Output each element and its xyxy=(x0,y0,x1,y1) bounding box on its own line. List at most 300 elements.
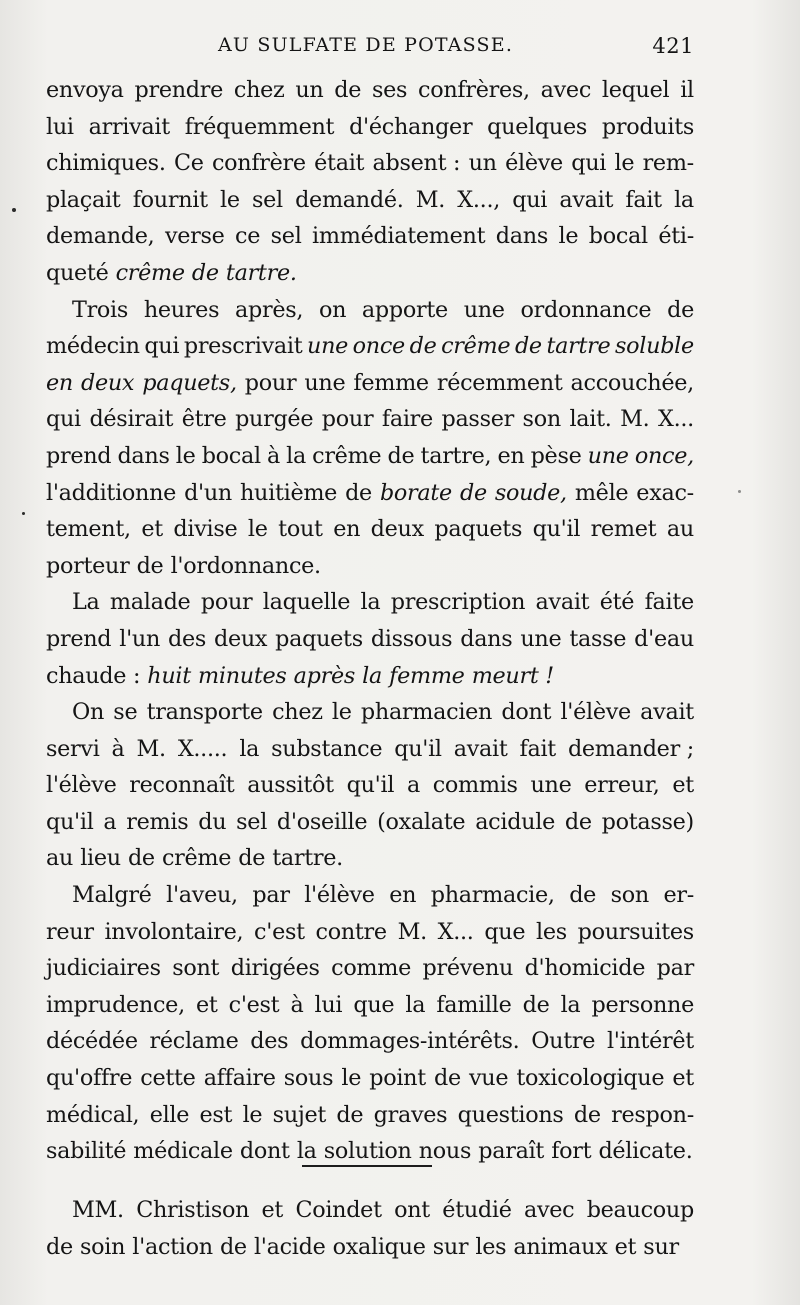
word: le xyxy=(220,186,240,213)
word: de xyxy=(46,1233,73,1260)
word: crême xyxy=(115,259,185,286)
word: d'échanger xyxy=(349,113,473,140)
word: médical, xyxy=(46,1101,140,1128)
word: paquets xyxy=(275,625,363,652)
text-line xyxy=(46,438,694,475)
word: qu'il xyxy=(46,808,94,835)
word: et xyxy=(672,1065,694,1092)
word: pèse xyxy=(530,442,582,469)
text-line xyxy=(46,511,694,548)
word: avec xyxy=(523,1197,575,1223)
word: l'un xyxy=(119,625,161,652)
word: et xyxy=(141,516,163,543)
word: des xyxy=(167,625,206,652)
word: comme xyxy=(331,955,412,982)
word: femme xyxy=(353,369,429,396)
word: dont xyxy=(239,1138,290,1165)
word: purgée xyxy=(235,406,314,433)
word: MM. xyxy=(72,1197,124,1223)
word: sujet xyxy=(272,1101,327,1128)
word: affaire xyxy=(203,1065,276,1092)
word: servi xyxy=(46,735,100,762)
word: heures xyxy=(143,296,220,323)
word: au xyxy=(666,516,694,543)
word: Christison xyxy=(136,1197,250,1223)
word: chez xyxy=(272,699,323,726)
word: pharmacien xyxy=(360,699,493,726)
word: de xyxy=(514,333,542,360)
word: vue xyxy=(468,1065,509,1092)
word: de xyxy=(238,845,266,872)
word: par xyxy=(252,882,290,909)
word: tasse xyxy=(569,625,627,652)
word: soin xyxy=(80,1233,126,1260)
word: le xyxy=(247,516,268,543)
word: qu'il xyxy=(532,516,581,543)
text-line xyxy=(46,767,694,804)
word: avait xyxy=(559,186,614,213)
word: la xyxy=(362,662,382,689)
text-line xyxy=(46,1229,694,1266)
text-line xyxy=(46,292,694,329)
word: mêle xyxy=(574,479,629,506)
text-line xyxy=(46,1097,694,1134)
word: l'additionne xyxy=(46,479,177,506)
word: son xyxy=(610,882,649,909)
word: de xyxy=(569,882,597,909)
word: et xyxy=(672,772,694,799)
word: paraît xyxy=(478,1138,545,1165)
word: M. xyxy=(397,918,427,945)
word: la xyxy=(296,1138,317,1165)
word: l'aveu, xyxy=(166,882,238,909)
word: une xyxy=(530,772,572,799)
word: er- xyxy=(663,882,694,909)
word: la xyxy=(560,991,581,1018)
word: d'un xyxy=(184,479,232,506)
word: une xyxy=(307,333,349,360)
word: et xyxy=(261,1197,284,1223)
word: commis xyxy=(432,772,518,799)
word: Coindet xyxy=(295,1197,382,1223)
word: elle xyxy=(149,1101,190,1128)
word: le xyxy=(558,223,579,250)
word: c'est xyxy=(228,991,280,1018)
word: sel xyxy=(270,223,302,250)
word: confrère xyxy=(211,150,306,177)
paragraph xyxy=(46,292,694,585)
word: divise xyxy=(173,516,238,543)
word: qui xyxy=(144,333,180,360)
word: malade xyxy=(109,589,191,616)
word: porteur xyxy=(46,552,130,579)
word: dissous xyxy=(370,625,453,652)
word: M. xyxy=(415,186,446,213)
word: l'ordonnance. xyxy=(170,552,321,579)
word: à xyxy=(266,442,280,469)
word: imprudence, xyxy=(46,991,185,1018)
word: dont xyxy=(501,699,552,726)
word: sel xyxy=(251,186,283,213)
word: sur xyxy=(432,1233,469,1260)
word: questions xyxy=(457,1101,564,1128)
word: au xyxy=(46,845,74,872)
text-line xyxy=(46,401,694,438)
paragraph xyxy=(46,877,694,1170)
word: contre xyxy=(315,918,387,945)
word: et xyxy=(614,1233,637,1260)
word: immédiatement xyxy=(312,223,486,250)
word: absent : xyxy=(372,150,461,177)
word: qu'offre xyxy=(46,1065,133,1092)
word: verse xyxy=(164,223,225,250)
word: les xyxy=(536,918,567,945)
word: sont xyxy=(172,955,220,982)
word: graves xyxy=(373,1101,448,1128)
word: beaucoup xyxy=(586,1197,694,1223)
text-line xyxy=(46,621,694,658)
word: fait xyxy=(625,186,662,213)
word: que xyxy=(484,918,526,945)
word: fait xyxy=(519,735,556,762)
word: qui xyxy=(512,186,548,213)
word: de xyxy=(459,479,487,506)
word: chez xyxy=(233,77,285,103)
word: réclame xyxy=(149,1028,239,1055)
word: de xyxy=(573,1101,601,1128)
word: Outre xyxy=(531,1028,596,1055)
word: avec xyxy=(540,77,592,103)
word: ses xyxy=(372,77,408,103)
word: les xyxy=(475,1233,507,1260)
word: fort xyxy=(551,1138,592,1165)
word: tartre. xyxy=(272,845,343,872)
word: d'oseille xyxy=(276,808,368,835)
text-line xyxy=(46,72,694,109)
word: queté xyxy=(46,259,109,286)
word: est xyxy=(199,1101,233,1128)
word: lieu xyxy=(80,845,121,872)
word: crême xyxy=(312,442,382,469)
word: prendre xyxy=(134,77,224,103)
word: bocal xyxy=(201,442,261,469)
word: paquets xyxy=(434,516,523,543)
word: dommages-intérêts. xyxy=(300,1028,520,1055)
word: en xyxy=(497,442,525,469)
word: poursuites xyxy=(577,918,694,945)
text-line xyxy=(46,877,694,914)
word: qu'il xyxy=(394,735,442,762)
word: judiciaires xyxy=(46,955,161,982)
word: (oxalate xyxy=(377,808,466,835)
word: demandé. xyxy=(295,186,404,213)
word: prend xyxy=(46,625,112,652)
word: oxalique xyxy=(332,1233,426,1260)
word: deux xyxy=(81,369,135,396)
word: demander ; xyxy=(567,735,694,762)
word: était xyxy=(314,150,365,177)
word: désirait xyxy=(89,406,174,433)
word: passer xyxy=(441,406,514,433)
word: apporte xyxy=(361,296,448,323)
word: once xyxy=(352,333,405,360)
word: erreur, xyxy=(584,772,660,799)
word: X..., xyxy=(457,186,501,213)
word: par xyxy=(656,955,694,982)
word: tartre xyxy=(546,333,611,360)
word: quelques xyxy=(487,113,588,140)
text-line xyxy=(46,584,694,621)
word: qui xyxy=(46,406,81,433)
word: X..... xyxy=(177,735,228,762)
word: une xyxy=(463,296,505,323)
word: rem- xyxy=(642,150,694,177)
word: qui xyxy=(571,150,607,177)
word: la xyxy=(239,735,260,762)
word: personne xyxy=(591,991,694,1018)
word: paquets, xyxy=(142,369,237,396)
word: cette xyxy=(140,1065,196,1092)
word: la xyxy=(674,186,694,213)
text-line xyxy=(46,365,694,402)
word: animaux xyxy=(513,1233,608,1260)
word: de xyxy=(409,333,437,360)
word: borate xyxy=(379,479,452,506)
word: le xyxy=(331,699,352,726)
word: une xyxy=(520,625,562,652)
word: il xyxy=(680,77,694,103)
text-line xyxy=(46,914,694,951)
word: médecin xyxy=(46,333,140,360)
word: de xyxy=(336,1101,364,1128)
word: un xyxy=(295,77,324,103)
word: a xyxy=(103,808,117,835)
text-line xyxy=(46,328,694,365)
word: produits xyxy=(601,113,694,140)
word: l'action xyxy=(132,1233,213,1260)
word: envoya xyxy=(46,77,124,103)
word: exac- xyxy=(636,479,694,506)
word: soude, xyxy=(494,479,567,506)
word: famille xyxy=(436,991,512,1018)
text-line xyxy=(46,950,694,987)
paragraph xyxy=(46,584,694,694)
word: M. xyxy=(136,735,166,762)
word: pour xyxy=(244,369,297,396)
word: de xyxy=(334,77,362,103)
text-line xyxy=(46,109,694,146)
word: demande, xyxy=(46,223,155,250)
word: l'intérêt xyxy=(606,1028,694,1055)
word: aussitôt xyxy=(247,772,334,799)
word: la xyxy=(360,589,381,616)
word: ce xyxy=(235,223,261,250)
word: le xyxy=(242,1101,263,1128)
word: reconnaît xyxy=(129,772,235,799)
word: accouchée, xyxy=(570,369,694,396)
word: solution xyxy=(323,1138,412,1165)
text-line xyxy=(46,255,694,292)
word: prévenu xyxy=(422,955,514,982)
paragraph xyxy=(46,1192,694,1265)
word: l'élève xyxy=(304,882,375,909)
word: la xyxy=(405,991,426,1018)
word: le xyxy=(175,442,196,469)
ink-speck xyxy=(22,512,25,515)
word: soluble xyxy=(615,333,694,360)
word: été xyxy=(599,589,635,616)
ink-speck xyxy=(12,208,16,212)
word: le xyxy=(614,150,635,177)
word: substance xyxy=(271,735,383,762)
word: On xyxy=(72,699,105,726)
word: récemment xyxy=(436,369,563,396)
word: potasse) xyxy=(601,808,694,835)
word: faire xyxy=(381,406,433,433)
word: c'est xyxy=(254,918,305,945)
word: de xyxy=(191,259,219,286)
text-line xyxy=(46,475,694,512)
word: avait xyxy=(535,589,590,616)
word: lequel xyxy=(601,77,670,103)
word: point xyxy=(369,1065,426,1092)
word: une xyxy=(587,442,629,469)
word: La xyxy=(72,589,100,616)
paragraph xyxy=(46,72,694,292)
word: en xyxy=(389,882,417,909)
word: d'eau xyxy=(634,625,694,652)
word: médicale xyxy=(133,1138,233,1165)
text-line xyxy=(46,1023,694,1060)
word: d'homicide xyxy=(524,955,646,982)
word: en xyxy=(333,516,361,543)
word: avait xyxy=(453,735,508,762)
word: que xyxy=(353,991,395,1018)
word: prescription xyxy=(390,589,526,616)
word: décédée xyxy=(46,1028,138,1055)
text-line xyxy=(46,731,694,768)
running-head xyxy=(46,34,694,64)
word: fournit xyxy=(132,186,208,213)
text-line xyxy=(46,658,694,695)
ink-speck xyxy=(738,490,741,493)
word: ordonnance xyxy=(520,296,652,323)
word: acidule xyxy=(475,808,555,835)
word: de xyxy=(433,1065,461,1092)
word: dans xyxy=(117,442,170,469)
word: crême xyxy=(441,333,511,360)
word: pour xyxy=(200,589,253,616)
word: remis xyxy=(126,808,189,835)
word: sur xyxy=(643,1233,679,1260)
word: pharmacie, xyxy=(430,882,555,909)
word: qu'il xyxy=(346,772,395,799)
word: la xyxy=(286,442,306,469)
word: toxicologique xyxy=(516,1065,665,1092)
word: et xyxy=(195,991,218,1018)
word: faite xyxy=(644,589,694,616)
text-line xyxy=(46,218,694,255)
text-line xyxy=(46,987,694,1024)
text-line xyxy=(46,694,694,731)
word: de xyxy=(667,296,694,323)
next-section-text xyxy=(46,1192,694,1265)
paragraph xyxy=(46,694,694,877)
word: prend xyxy=(46,442,112,469)
word: lait. xyxy=(569,406,612,433)
word: once, xyxy=(634,442,694,469)
word: chimiques. xyxy=(46,150,166,177)
word: arrivait xyxy=(88,113,170,140)
word: l'acide xyxy=(253,1233,326,1260)
page-number: 421 xyxy=(652,34,694,58)
word: délicate. xyxy=(598,1138,693,1165)
word: huit xyxy=(147,662,191,689)
word: X... xyxy=(437,918,474,945)
word: à xyxy=(111,735,125,762)
word: meurt ! xyxy=(471,662,554,689)
word: Trois xyxy=(72,296,129,323)
text-line xyxy=(46,145,694,182)
word: le xyxy=(341,1065,362,1092)
word: de xyxy=(219,1233,247,1260)
word: deux xyxy=(213,625,268,652)
word: tout xyxy=(278,516,323,543)
word: élève xyxy=(505,150,563,177)
section-divider xyxy=(302,1165,432,1167)
word: a xyxy=(406,772,420,799)
word: se xyxy=(113,699,138,726)
text-line xyxy=(46,548,694,585)
word: respon- xyxy=(611,1101,694,1128)
text-line xyxy=(46,840,694,877)
text-line xyxy=(46,1060,694,1097)
word: nous xyxy=(418,1138,472,1165)
word: en xyxy=(46,369,73,396)
word: être xyxy=(181,406,227,433)
word: prescrivait xyxy=(183,333,303,360)
word: à xyxy=(290,991,304,1018)
word: après xyxy=(293,662,356,689)
word: chaude : xyxy=(46,662,141,689)
word: tartre. xyxy=(225,259,297,286)
text-line xyxy=(46,182,694,219)
word: l'élève xyxy=(560,699,631,726)
word: de xyxy=(136,552,164,579)
word: lui xyxy=(314,991,343,1018)
text-line xyxy=(46,804,694,841)
word: dans xyxy=(495,223,548,250)
body-text xyxy=(46,72,694,1170)
word: du xyxy=(198,808,227,835)
word: tement, xyxy=(46,516,131,543)
word: ont xyxy=(394,1197,430,1223)
word: on xyxy=(318,296,347,323)
word: huitième xyxy=(240,479,338,506)
word: de xyxy=(564,808,592,835)
word: éti- xyxy=(658,223,694,250)
word: X... xyxy=(658,406,694,433)
word: une xyxy=(304,369,346,396)
word: étudié xyxy=(442,1197,512,1223)
word: laquelle xyxy=(262,589,351,616)
word: de xyxy=(387,442,415,469)
word: l'élève xyxy=(46,772,117,799)
word: M. xyxy=(620,406,650,433)
word: Malgré xyxy=(72,882,152,909)
word: sel xyxy=(236,808,268,835)
word: remet xyxy=(590,516,657,543)
